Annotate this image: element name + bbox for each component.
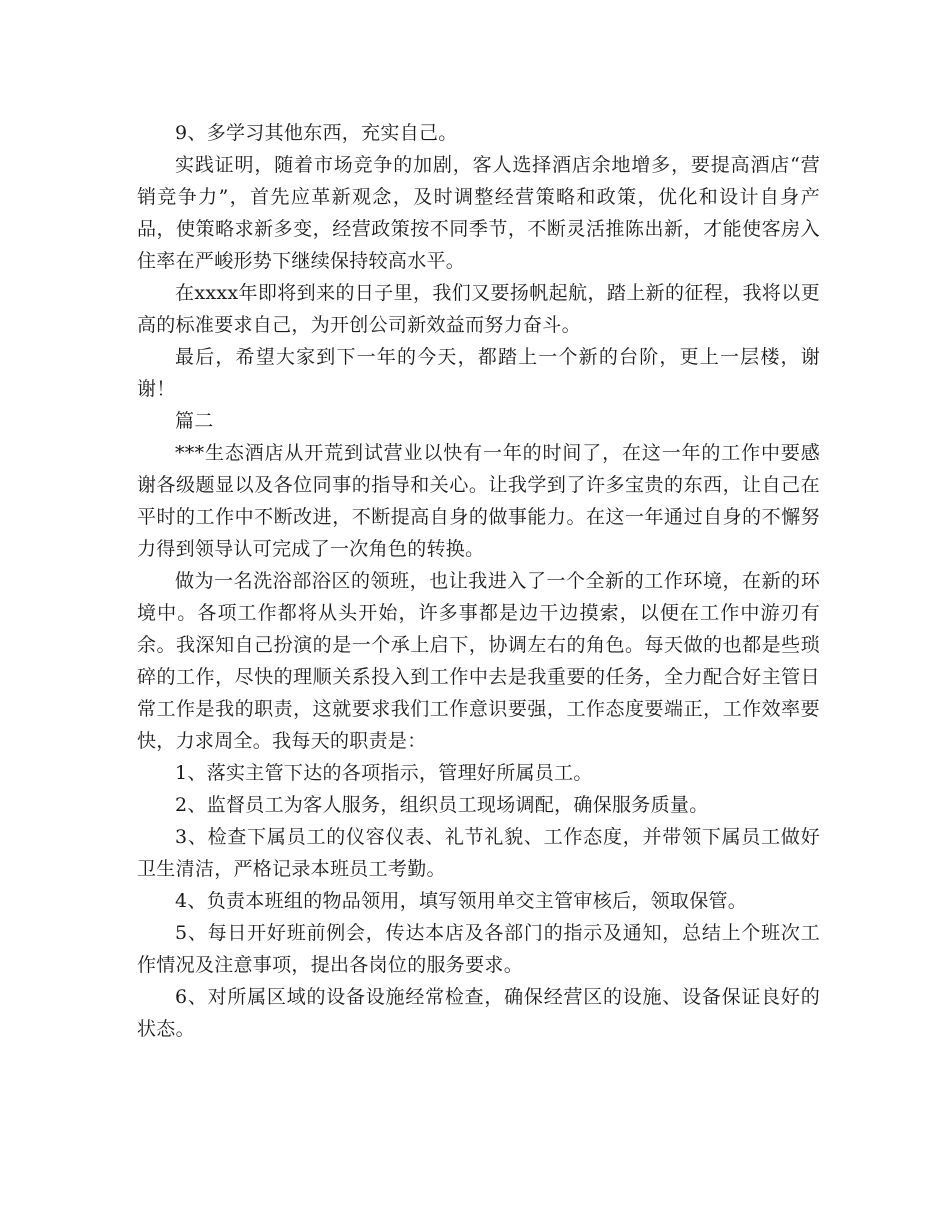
paragraph-new-year: 在xxxx年即将到来的日子里，我们又要扬帆起航，踏上新的征程，我将以更高的标准要求自己，为开创公司新效益而努力奋斗。	[137, 282, 820, 336]
duty-item-6: 6、对所属区域的设备设施经常检查，确保经营区的设施、设备保证良好的状态。	[137, 986, 820, 1040]
paragraph-item-9: 9、多学习其他东西，充实自己。	[175, 122, 458, 144]
duty-item-1: 1、落实主管下达的各项指示，管理好所属员工。	[175, 762, 593, 784]
duty-item-2: 2、监督员工为客人服务，组织员工现场调配，确保服务质量。	[175, 794, 709, 816]
paragraph-foreman-role: 做为一名洗浴部浴区的领班，也让我进入了一个全新的工作环境，在新的环境中。各项工作都将从头开始，许多事都是边干边摸索，以便在工作中游刃有余。我深知自己扮演的是一个承上启下，协调左右的角色。每天做的也都是些琐碎的工作，尽快的理顺关系投入到工作中去是我重要的任务，全力配合好主管日常工作是我的职责，这就要求我们工作意识要强，工作态度要端正，工作效率要快，力求周全。我每天的职责是：	[137, 570, 820, 752]
document-body	[137, 117, 820, 1045]
section-heading-part-two: 篇二	[175, 410, 214, 432]
paragraph-closing: 最后，希望大家到下一年的今天，都踏上一个新的台阶，更上一层楼，谢谢！	[137, 346, 820, 400]
paragraph-hotel-intro: ***生态酒店从开荒到试营业以快有一年的时间了，在这一年的工作中要感谢各级题显以及各位同事的指导和关心。让我学到了许多宝贵的东西，让自己在平时的工作中不断改进，不断提高自身的做事能力。在这一年通过自身的不懈努力得到领导认可完成了一次角色的转换。	[137, 442, 820, 560]
duty-item-5: 5、每日开好班前例会，传达本店及各部门的指示及通知，总结上个班次工作情况及注意事项，提出各岗位的服务要求。	[137, 922, 820, 976]
duty-item-4: 4、负责本班组的物品领用，填写领用单交主管审核后，领取保管。	[175, 890, 748, 912]
paragraph-practice-proves: 实践证明，随着市场竞争的加剧，客人选择酒店余地增多，要提高酒店“营销竞争力”，首先应革新观念，及时调整经营策略和政策，优化和设计自身产品，使策略求新多变，经营政策按不同季节，不断灵活推陈出新，才能使客房入住率在严峻形势下继续保持较高水平。	[137, 154, 820, 272]
duty-item-3: 3、检查下属员工的仪容仪表、礼节礼貌、工作态度，并带领下属员工做好卫生清洁，严格记录本班员工考勤。	[137, 826, 820, 880]
